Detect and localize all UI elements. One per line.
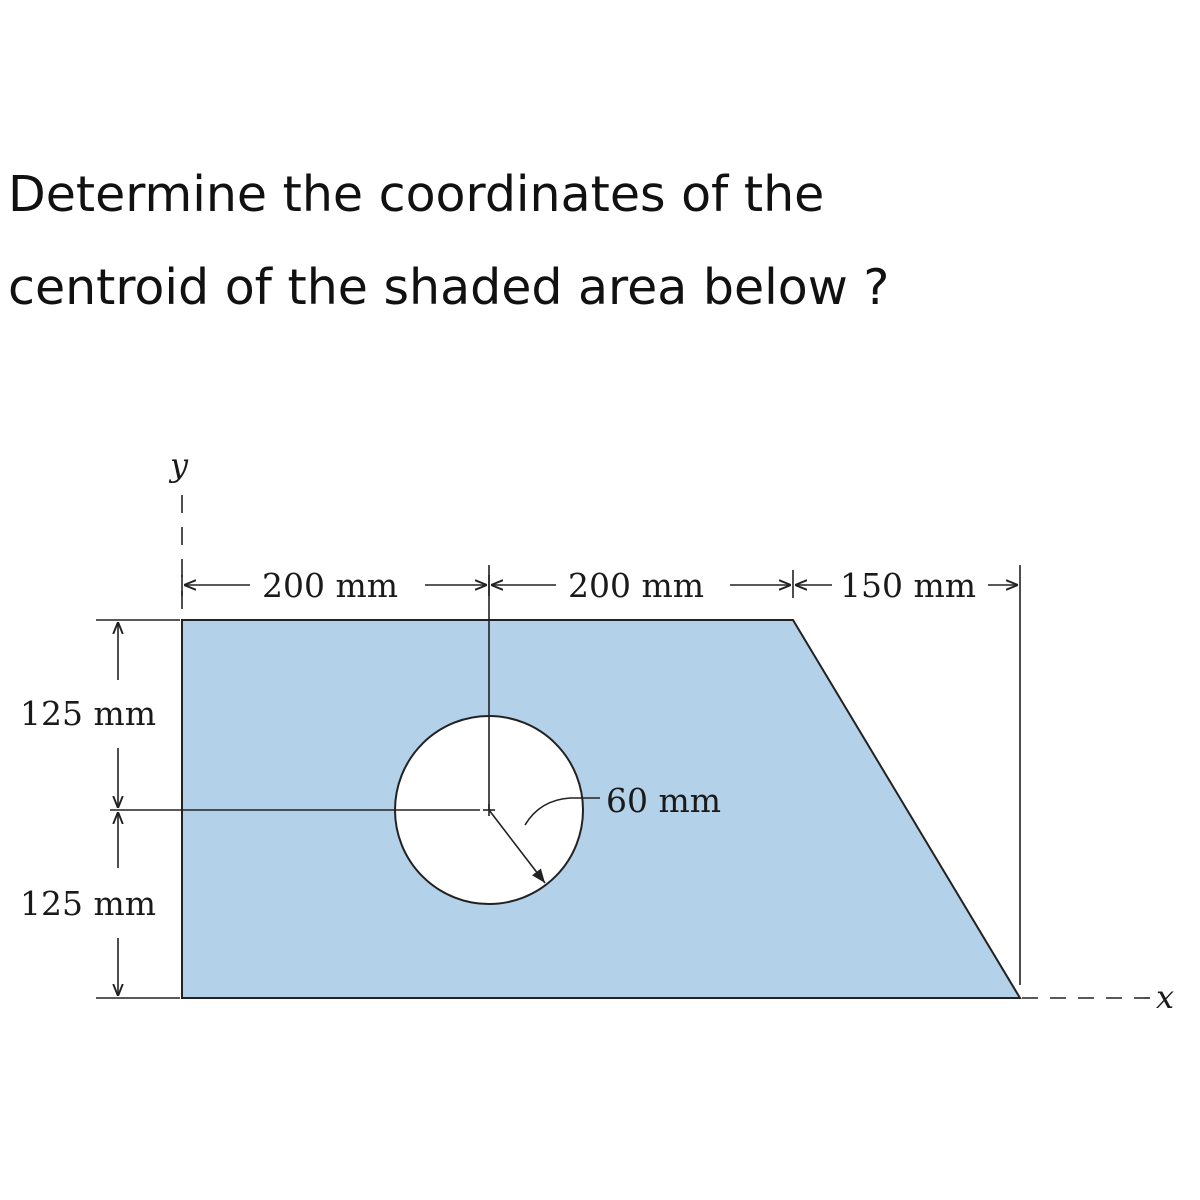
radius-label: 60 mm — [606, 781, 722, 820]
y-axis-label: y — [170, 446, 189, 484]
dim-label-200-left: 200 mm — [262, 566, 399, 605]
question-line-1: Determine the coordinates of the — [8, 166, 825, 223]
dim-label-150: 150 mm — [840, 566, 977, 605]
question-line-2: centroid of the shaded area below ? — [8, 259, 890, 316]
dim-label-200-mid: 200 mm — [568, 566, 705, 605]
x-axis-label: x — [1156, 978, 1175, 1016]
dim-label-125-lower: 125 mm — [20, 884, 157, 923]
shaded-area — [182, 620, 1020, 998]
dim-label-125-upper: 125 mm — [20, 694, 157, 733]
